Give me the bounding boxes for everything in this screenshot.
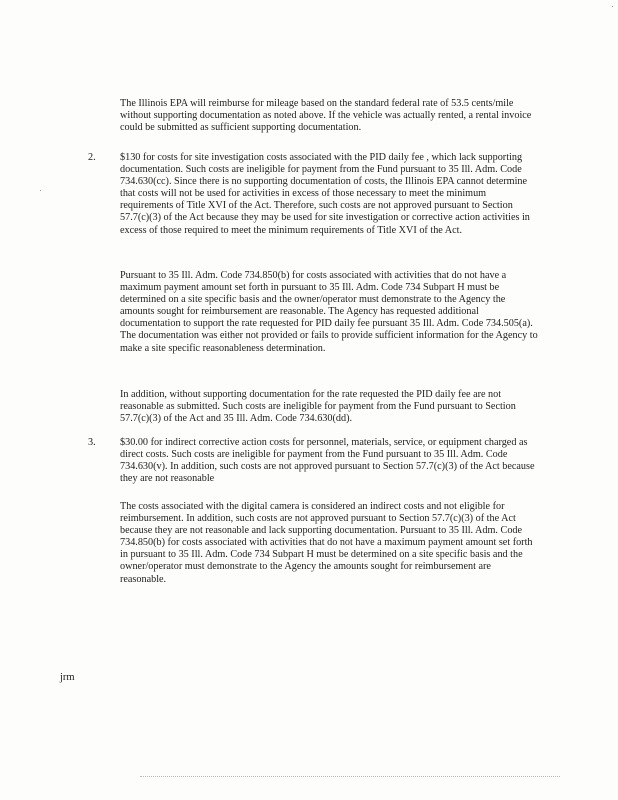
item-number-3: 3.	[88, 437, 96, 448]
paragraph-mileage-reimbursement: The Illinois EPA will reimburse for mileage based on the standard federal rate of 53.5 cents/mile without supporting documentation as noted above. If the vehicle was actually rented, a rental invoice could be submitted as sufficient supporting documentation.	[120, 98, 532, 134]
paragraph-pid-daily-fee: $130 for costs for site investigation costs associated with the PID daily fee , which lack supporting documentation. Such costs are ineligible for payment from the Fund pursuant to 35 Ill. Adm. Code 734.630(cc). Since there is no supporting documentation of costs, the Illinois EPA cannot determine that costs will not be used for activities in excess of those necessary to meet the minimum requirements of Title XVI of the Act. Therefore, such costs are not approved pursuant to Section 57.7(c)(3) of the Act because they may be used for site investigation or corrective action activities in excess of those required to meet the minimum requirements of Title XVI of the Act.	[120, 152, 530, 236]
paragraph-reasonableness-determination: Pursuant to 35 Ill. Adm. Code 734.850(b) for costs associated with activities that do not have a maximum payment amount set forth in pursuant to 35 Ill. Adm. Code 734 Subpart H must be determined on a site specific basis and the owner/operator must demonstrate to the Agency the amounts sought for reimbursement are reasonable. The Agency has requested additional documentation to support the rate requested for PID daily fee pursuant 35 Ill. Adm. Code 734.505(a). The documentation was either not provided or fails to provide sufficient information for the Agency to make a site specific reasonableness determination.	[120, 270, 538, 354]
scan-artifact-line	[140, 776, 560, 777]
scan-artifact-speck	[40, 190, 41, 191]
author-initials: jrm	[60, 672, 75, 683]
scan-artifact-speck	[612, 6, 613, 7]
paragraph-indirect-costs: $30.00 for indirect corrective action costs for personnel, materials, service, or equipment charged as direct costs. Such costs are ineligible for payment from the Fund pursuant to 35 Ill. Adm. Code 734.630(v). In addition, such costs are not approved pursuant to Section 57.7(c)(3) of the Act because they are not reasonable	[120, 437, 535, 485]
paragraph-digital-camera: The costs associated with the digital camera is considered an indirect costs and not eligible for reimbursement. In addition, such costs are not approved pursuant to Section 57.7(c)(3) of the Act because they are not reasonable and lack supporting documentation. Pursuant to 35 Ill. Adm. Code 734.850(b) for costs associated with activities that do not have a maximum payment amount set forth in pursuant to 35 Ill. Adm. Code 734 Subpart H must be determined on a site specific basis and the owner/operator must demonstrate to the Agency the amounts sought for reimbursement are reasonable.	[120, 501, 533, 585]
item-number-2: 2.	[88, 152, 96, 163]
paragraph-pid-fee-not-reasonable: In addition, without supporting documentation for the rate requested the PID daily fee are not reasonable as submitted. Such costs are ineligible for payment from the Fund pursuant to Section 57.7(c)(3) of the Act and 35 Ill. Adm. Code 734.630(dd).	[120, 389, 516, 425]
